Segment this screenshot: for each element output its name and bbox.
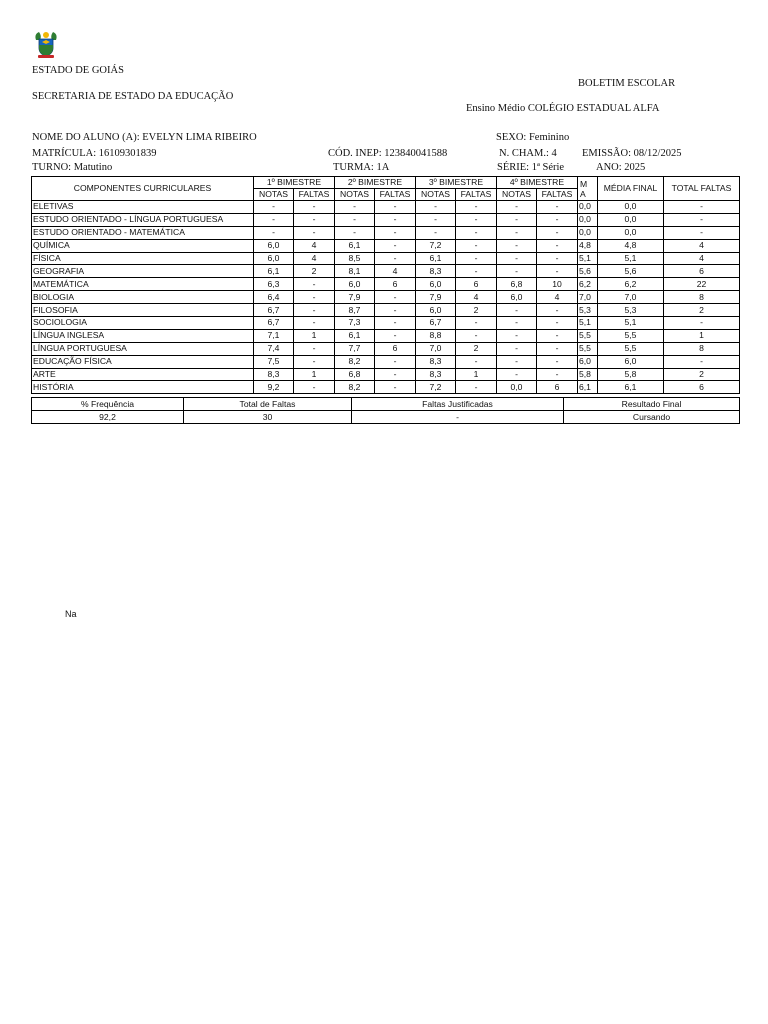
cell-n1: 6,1	[254, 265, 294, 278]
cell-f4: 6	[537, 381, 578, 394]
table-row	[32, 317, 740, 330]
cell-ma: 6,2	[578, 278, 598, 291]
cell-mf: 5,6	[598, 265, 664, 278]
cell-f4: -	[537, 355, 578, 368]
cell-n4: -	[497, 213, 537, 226]
subject-name: EDUCAÇÃO FÍSICA	[32, 355, 254, 368]
cell-n4: -	[497, 201, 537, 214]
cell-ma: 7,0	[578, 291, 598, 304]
cell-ma: 4,8	[578, 239, 598, 252]
header-faltas: FALTAS	[294, 189, 335, 201]
cell-f4: -	[537, 213, 578, 226]
cell-f3: -	[456, 265, 497, 278]
header-notas: NOTAS	[416, 189, 456, 201]
cell-f2: -	[375, 304, 416, 317]
cell-n1: 7,4	[254, 342, 294, 355]
cell-f2: -	[375, 252, 416, 265]
document-title: BOLETIM ESCOLAR	[578, 78, 676, 89]
table-row	[32, 278, 740, 291]
cell-n3: 7,9	[416, 291, 456, 304]
cell-n3: 6,0	[416, 304, 456, 317]
header-faltas: FALTAS	[456, 189, 497, 201]
table-row	[32, 355, 740, 368]
cell-mf: 6,0	[598, 355, 664, 368]
cell-tf: -	[664, 317, 740, 330]
cell-f4: -	[537, 368, 578, 381]
cell-tf: 4	[664, 252, 740, 265]
cell-n3: 8,3	[416, 355, 456, 368]
cell-mf: 5,5	[598, 342, 664, 355]
subject-name: SOCIOLOGIA	[32, 317, 254, 330]
subject-name: GEOGRAFIA	[32, 265, 254, 278]
table-row	[32, 304, 740, 317]
header-components: COMPONENTES CURRICULARES	[32, 177, 254, 201]
cell-f1: 2	[294, 265, 335, 278]
cell-n3: -	[416, 213, 456, 226]
cell-tf: 6	[664, 381, 740, 394]
subject-name: ELETIVAS	[32, 201, 254, 214]
inep-code: CÓD. INEP: 123840041588	[328, 148, 448, 159]
summary-table	[31, 397, 740, 424]
summary-value-row	[32, 411, 740, 424]
cell-n3: 7,0	[416, 342, 456, 355]
student-class: TURMA: 1A	[333, 162, 390, 173]
cell-tf: -	[664, 355, 740, 368]
table-row	[32, 381, 740, 394]
student-name: NOME DO ALUNO (A): EVELYN LIMA RIBEIRO	[32, 132, 257, 143]
table-header-row	[32, 177, 740, 189]
cell-f3: -	[456, 381, 497, 394]
cell-mf: 5,1	[598, 317, 664, 330]
cell-n3: 6,7	[416, 317, 456, 330]
cell-n3: 6,1	[416, 252, 456, 265]
cell-f4: -	[537, 265, 578, 278]
cell-f3: -	[456, 226, 497, 239]
subject-name: ESTUDO ORIENTADO - MATEMÁTICA	[32, 226, 254, 239]
header-bimester-3: 3º BIMESTRE	[416, 177, 497, 189]
cell-f3: -	[456, 329, 497, 342]
cell-n4: -	[497, 368, 537, 381]
cell-mf: 5,3	[598, 304, 664, 317]
cell-n3: 7,2	[416, 239, 456, 252]
cell-n4: -	[497, 317, 537, 330]
grades-table	[31, 176, 740, 394]
cell-ma: 0,0	[578, 226, 598, 239]
cell-n4: 6,8	[497, 278, 537, 291]
header-faltas: FALTAS	[537, 189, 578, 201]
state-name: ESTADO DE GOIÁS	[32, 65, 124, 76]
cell-n1: 6,3	[254, 278, 294, 291]
cell-f1: 1	[294, 368, 335, 381]
cell-ma: 5,3	[578, 304, 598, 317]
cell-mf: 6,1	[598, 381, 664, 394]
cell-n1: -	[254, 226, 294, 239]
cell-n2: 7,7	[335, 342, 375, 355]
cell-n4: -	[497, 239, 537, 252]
header-notas: NOTAS	[497, 189, 537, 201]
cell-n2: 7,3	[335, 317, 375, 330]
cell-n2: 6,1	[335, 239, 375, 252]
cell-f2: 6	[375, 278, 416, 291]
issue-date: EMISSÃO: 08/12/2025	[582, 148, 682, 159]
cell-f1: -	[294, 304, 335, 317]
cell-n1: 6,7	[254, 317, 294, 330]
cell-n2: 8,2	[335, 381, 375, 394]
cell-n3: -	[416, 226, 456, 239]
cell-f1: -	[294, 317, 335, 330]
cell-f3: 4	[456, 291, 497, 304]
cell-f2: -	[375, 355, 416, 368]
cell-tf: 8	[664, 342, 740, 355]
table-row	[32, 368, 740, 381]
cell-n2: 8,7	[335, 304, 375, 317]
cell-n2: 6,1	[335, 329, 375, 342]
cell-n3: 6,0	[416, 278, 456, 291]
call-number: N. CHAM.: 4	[499, 148, 557, 159]
cell-n4: -	[497, 252, 537, 265]
summary-header-row	[32, 398, 740, 411]
footer-note: Na	[65, 609, 77, 619]
cell-f2: -	[375, 291, 416, 304]
cell-f3: -	[456, 252, 497, 265]
cell-f4: -	[537, 201, 578, 214]
cell-f1: -	[294, 201, 335, 214]
cell-mf: 7,0	[598, 291, 664, 304]
table-row	[32, 226, 740, 239]
subject-name: QUÍMICA	[32, 239, 254, 252]
cell-tf: 22	[664, 278, 740, 291]
cell-n2: -	[335, 226, 375, 239]
table-row	[32, 201, 740, 214]
subject-name: LÍNGUA INGLESA	[32, 329, 254, 342]
cell-f4: 4	[537, 291, 578, 304]
cell-f4: -	[537, 226, 578, 239]
table-row	[32, 239, 740, 252]
summary-frequency: 92,2	[32, 411, 184, 424]
cell-f4: -	[537, 317, 578, 330]
cell-ma: 5,1	[578, 317, 598, 330]
cell-f1: -	[294, 278, 335, 291]
header-total-absences: TOTAL FALTAS	[664, 177, 740, 201]
cell-n1: 9,2	[254, 381, 294, 394]
cell-tf: -	[664, 213, 740, 226]
cell-n4: -	[497, 265, 537, 278]
cell-f3: 2	[456, 342, 497, 355]
cell-n2: -	[335, 213, 375, 226]
student-grade: SÉRIE: 1ª Série	[497, 162, 565, 173]
cell-n4: -	[497, 329, 537, 342]
cell-n2: 8,1	[335, 265, 375, 278]
summary-justified-absences: -	[352, 411, 564, 424]
cell-f3: -	[456, 239, 497, 252]
cell-tf: 8	[664, 291, 740, 304]
table-row	[32, 342, 740, 355]
cell-n1: 7,5	[254, 355, 294, 368]
subject-name: MATEMÁTICA	[32, 278, 254, 291]
cell-n3: 8,8	[416, 329, 456, 342]
header-ma-line1: M	[580, 178, 588, 189]
cell-f2: -	[375, 239, 416, 252]
cell-tf: 2	[664, 304, 740, 317]
cell-f2: 6	[375, 342, 416, 355]
cell-mf: 6,2	[598, 278, 664, 291]
header-ma-line2: A	[580, 188, 586, 199]
table-row	[32, 213, 740, 226]
cell-f1: -	[294, 381, 335, 394]
student-sex: SEXO: Feminino	[496, 132, 570, 143]
cell-n3: 8,3	[416, 265, 456, 278]
cell-ma: 0,0	[578, 213, 598, 226]
cell-n2: 8,2	[335, 355, 375, 368]
cell-f3: 1	[456, 368, 497, 381]
cell-tf: 2	[664, 368, 740, 381]
cell-f3: -	[456, 213, 497, 226]
table-row	[32, 329, 740, 342]
cell-f1: 1	[294, 329, 335, 342]
cell-n4: 6,0	[497, 291, 537, 304]
table-row	[32, 291, 740, 304]
cell-n1: 6,7	[254, 304, 294, 317]
summary-header-final-result: Resultado Final	[564, 398, 740, 411]
cell-ma: 6,1	[578, 381, 598, 394]
summary-final-result: Cursando	[564, 411, 740, 424]
table-row	[32, 265, 740, 278]
cell-f2: -	[375, 317, 416, 330]
cell-n4: 0,0	[497, 381, 537, 394]
header-bimester-1: 1º BIMESTRE	[254, 177, 335, 189]
summary-header-total-absences: Total de Faltas	[184, 398, 352, 411]
cell-mf: 5,1	[598, 252, 664, 265]
header-faltas: FALTAS	[375, 189, 416, 201]
cell-n3: -	[416, 201, 456, 214]
cell-ma: 5,5	[578, 342, 598, 355]
cell-f2: -	[375, 329, 416, 342]
cell-f4: -	[537, 239, 578, 252]
cell-n4: -	[497, 342, 537, 355]
cell-f1: 4	[294, 239, 335, 252]
cell-f3: -	[456, 201, 497, 214]
subject-name: HISTÓRIA	[32, 381, 254, 394]
table-row	[32, 252, 740, 265]
cell-f2: 4	[375, 265, 416, 278]
cell-n1: 8,3	[254, 368, 294, 381]
cell-f2: -	[375, 226, 416, 239]
cell-n4: -	[497, 226, 537, 239]
cell-n2: 6,8	[335, 368, 375, 381]
school-name: Ensino Médio COLÉGIO ESTADUAL ALFA	[466, 103, 660, 114]
cell-f1: -	[294, 342, 335, 355]
cell-n1: 6,0	[254, 252, 294, 265]
cell-f3: 2	[456, 304, 497, 317]
cell-ma: 6,0	[578, 355, 598, 368]
cell-f2: -	[375, 368, 416, 381]
cell-mf: 5,5	[598, 329, 664, 342]
cell-tf: 1	[664, 329, 740, 342]
subject-name: BIOLOGIA	[32, 291, 254, 304]
cell-f1: -	[294, 355, 335, 368]
cell-n1: 6,0	[254, 239, 294, 252]
cell-ma: 5,1	[578, 252, 598, 265]
cell-f4: -	[537, 304, 578, 317]
cell-f4: 10	[537, 278, 578, 291]
cell-f2: -	[375, 213, 416, 226]
student-registration: MATRÍCULA: 16109301839	[32, 148, 157, 159]
cell-f3: -	[456, 317, 497, 330]
cell-n1: 7,1	[254, 329, 294, 342]
cell-n3: 7,2	[416, 381, 456, 394]
cell-mf: 0,0	[598, 213, 664, 226]
subject-name: LÍNGUA PORTUGUESA	[32, 342, 254, 355]
summary-header-justified-absences: Faltas Justificadas	[352, 398, 564, 411]
cell-n4: -	[497, 355, 537, 368]
coat-of-arms-icon	[32, 28, 60, 60]
header-notas: NOTAS	[335, 189, 375, 201]
summary-total-absences: 30	[184, 411, 352, 424]
school-year: ANO: 2025	[596, 162, 646, 173]
cell-n4: -	[497, 304, 537, 317]
cell-f1: -	[294, 213, 335, 226]
cell-ma: 5,5	[578, 329, 598, 342]
cell-f1: -	[294, 226, 335, 239]
cell-mf: 0,0	[598, 226, 664, 239]
header-notas: NOTAS	[254, 189, 294, 201]
subject-name: FILOSOFIA	[32, 304, 254, 317]
cell-mf: 0,0	[598, 201, 664, 214]
cell-f1: 4	[294, 252, 335, 265]
cell-ma: 0,0	[578, 201, 598, 214]
cell-f3: -	[456, 355, 497, 368]
cell-f2: -	[375, 201, 416, 214]
summary-header-frequency: % Frequência	[32, 398, 184, 411]
cell-f3: 6	[456, 278, 497, 291]
cell-f4: -	[537, 329, 578, 342]
cell-n1: -	[254, 213, 294, 226]
cell-n1: -	[254, 201, 294, 214]
subject-name: FÍSICA	[32, 252, 254, 265]
header-bimester-2: 2º BIMESTRE	[335, 177, 416, 189]
subject-name: ESTUDO ORIENTADO - LÍNGUA PORTUGUESA	[32, 213, 254, 226]
header-final-average: MÉDIA FINAL	[598, 177, 664, 201]
cell-f1: -	[294, 291, 335, 304]
cell-n2: -	[335, 201, 375, 214]
cell-n2: 8,5	[335, 252, 375, 265]
cell-ma: 5,8	[578, 368, 598, 381]
cell-mf: 4,8	[598, 239, 664, 252]
cell-tf: 6	[664, 265, 740, 278]
subject-name: ARTE	[32, 368, 254, 381]
cell-f4: -	[537, 342, 578, 355]
cell-tf: -	[664, 201, 740, 214]
header-ma	[578, 177, 598, 201]
cell-n1: 6,4	[254, 291, 294, 304]
cell-mf: 5,8	[598, 368, 664, 381]
cell-f4: -	[537, 252, 578, 265]
cell-tf: 4	[664, 239, 740, 252]
secretariat-name: SECRETARIA DE ESTADO DA EDUCAÇÃO	[32, 91, 234, 102]
cell-tf: -	[664, 226, 740, 239]
cell-n2: 6,0	[335, 278, 375, 291]
cell-ma: 5,6	[578, 265, 598, 278]
student-shift: TURNO: Matutino	[32, 162, 113, 173]
cell-n2: 7,9	[335, 291, 375, 304]
header-bimester-4: 4º BIMESTRE	[497, 177, 578, 189]
cell-n3: 8,3	[416, 368, 456, 381]
cell-f2: -	[375, 381, 416, 394]
